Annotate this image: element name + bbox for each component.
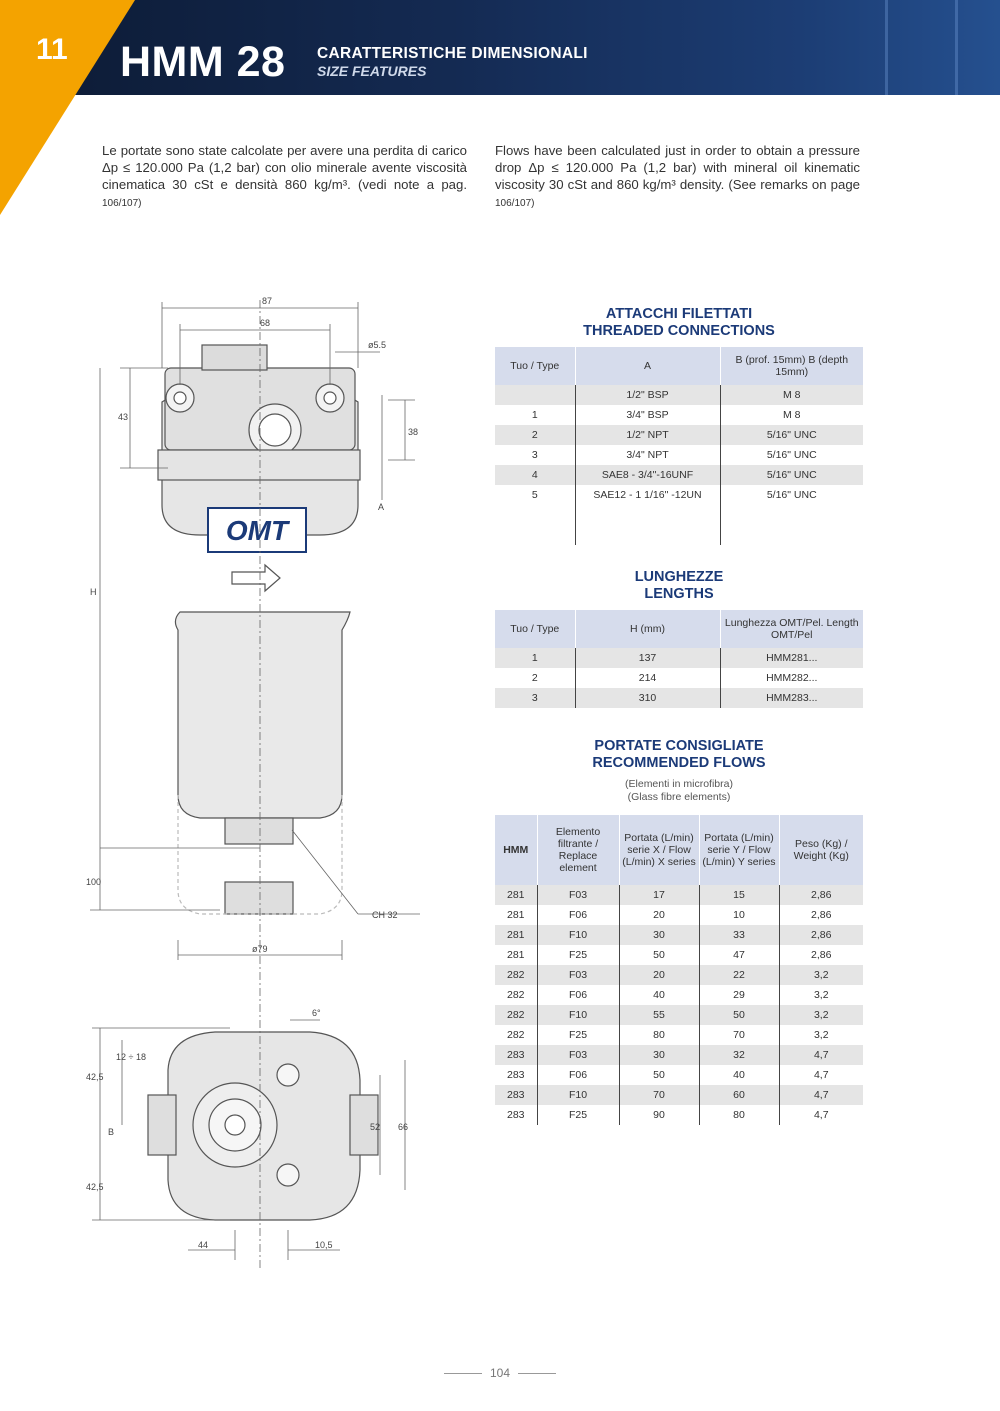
flows-table bbox=[495, 815, 863, 1125]
dim-bottom-h: 100 bbox=[86, 877, 102, 887]
cell: 2 bbox=[495, 425, 575, 445]
table-row bbox=[495, 1105, 863, 1125]
cell: 2 bbox=[495, 668, 575, 688]
page-title: HMM 28 bbox=[120, 38, 286, 86]
table-row bbox=[495, 648, 863, 668]
dim-right: 66 bbox=[398, 1122, 409, 1132]
dim-top-inner: 68 bbox=[260, 318, 271, 328]
cell: 137 bbox=[575, 648, 720, 668]
lengths-table bbox=[495, 610, 863, 708]
cell: M 8 bbox=[720, 385, 863, 405]
cell: 29 bbox=[699, 985, 779, 1005]
dim-hex: CH 32 bbox=[372, 910, 398, 920]
cell: 1 bbox=[495, 405, 575, 425]
cell: 22 bbox=[699, 965, 779, 985]
table-row bbox=[495, 1005, 863, 1025]
technical-drawing bbox=[80, 290, 430, 1270]
cell: F10 bbox=[537, 925, 619, 945]
cell: 1/2" BSP bbox=[575, 385, 720, 405]
cell: 5/16" UNC bbox=[720, 465, 863, 485]
lengths-title bbox=[495, 569, 863, 603]
flows-title-en: RECOMMENDED FLOWS bbox=[592, 755, 766, 771]
cell: 55 bbox=[619, 1005, 699, 1025]
table-row bbox=[495, 1045, 863, 1065]
cell: 80 bbox=[699, 1105, 779, 1125]
table-row bbox=[495, 1065, 863, 1085]
flows-title bbox=[495, 738, 863, 772]
lengths-header-length: Lunghezza OMT/Pel. Length OMT/Pel bbox=[720, 610, 863, 648]
cell: HMM281... bbox=[720, 648, 863, 668]
cell: 32 bbox=[699, 1045, 779, 1065]
cell: 50 bbox=[619, 1065, 699, 1085]
cell: 4,7 bbox=[779, 1105, 863, 1125]
lengths-title-en: LENGTHS bbox=[644, 586, 714, 602]
threaded-header-row bbox=[495, 347, 863, 385]
cell: F03 bbox=[537, 885, 619, 905]
threaded-title bbox=[495, 306, 863, 340]
cell: 40 bbox=[699, 1065, 779, 1085]
intro-italian-text: Le portate sono state calcolate per avere una perdita di carico Δp ≤ 120.000 Pa (1,2 bar) con olio minerale avente viscosità cinematica 30 cSt e densità 860 kg/m³. (vedi note a pag. bbox=[102, 143, 467, 192]
cell: 17 bbox=[619, 885, 699, 905]
flows-header-flow-y: Portata (L/min) serie Y / Flow (L/min) Y series bbox=[699, 815, 779, 885]
intro-english-pages: 106/107) bbox=[495, 198, 535, 209]
cell: 283 bbox=[495, 1105, 537, 1125]
cell: 3 bbox=[495, 445, 575, 465]
threaded-header-b: B (prof. 15mm) B (depth 15mm) bbox=[720, 347, 863, 385]
cell: 1/2" NPT bbox=[575, 425, 720, 445]
cell: 80 bbox=[619, 1025, 699, 1045]
cell: 281 bbox=[495, 905, 537, 925]
flows-header-weight: Peso (Kg) / Weight (Kg) bbox=[779, 815, 863, 885]
cell: 283 bbox=[495, 1045, 537, 1065]
cell: M 8 bbox=[720, 405, 863, 425]
table-row bbox=[495, 668, 863, 688]
table-row bbox=[495, 885, 863, 905]
page-subtitle bbox=[317, 45, 588, 79]
flows-header-element: Elemento filtrante / Replace element bbox=[537, 815, 619, 885]
cell: 20 bbox=[619, 905, 699, 925]
lengths-header-h: H (mm) bbox=[575, 610, 720, 648]
threaded-header-type: Tuo / Type bbox=[495, 347, 575, 385]
cell: SAE12 - 1 1/16" -12UN bbox=[575, 485, 720, 505]
cell: 5/16" UNC bbox=[720, 425, 863, 445]
cell: 50 bbox=[699, 1005, 779, 1025]
cell: 281 bbox=[495, 885, 537, 905]
cell: 50 bbox=[619, 945, 699, 965]
cell: 2,86 bbox=[779, 885, 863, 905]
cell bbox=[495, 505, 575, 545]
section-number: 11 bbox=[36, 33, 68, 66]
cell: 30 bbox=[619, 1045, 699, 1065]
cell: 282 bbox=[495, 1005, 537, 1025]
cell: 4,7 bbox=[779, 1085, 863, 1105]
dim-bottom-left: 44 bbox=[198, 1240, 209, 1250]
cell: 2,86 bbox=[779, 925, 863, 945]
cell: HMM283... bbox=[720, 688, 863, 708]
subtitle-english: SIZE FEATURES bbox=[317, 63, 427, 79]
cell: 90 bbox=[619, 1105, 699, 1125]
cell: 30 bbox=[619, 925, 699, 945]
cell: 214 bbox=[575, 668, 720, 688]
threaded-title-it: ATTACCHI FILETTATI bbox=[605, 306, 753, 322]
lengths-header-type: Tuo / Type bbox=[495, 610, 575, 648]
dim-bottom-right: 10,5 bbox=[315, 1240, 333, 1250]
cell: 282 bbox=[495, 965, 537, 985]
intro-italian-pages: 106/107) bbox=[102, 198, 142, 209]
cell: 4,7 bbox=[779, 1065, 863, 1085]
table-row bbox=[495, 925, 863, 945]
threaded-header-a: A bbox=[575, 347, 720, 385]
table-row bbox=[495, 985, 863, 1005]
cell: 3,2 bbox=[779, 1005, 863, 1025]
cell: F06 bbox=[537, 985, 619, 1005]
flows-note-it: (Elementi in microfibra) bbox=[625, 778, 733, 790]
dim-b: B bbox=[108, 1127, 115, 1137]
dim-total-h: H bbox=[90, 587, 97, 597]
intro-italian bbox=[102, 142, 467, 212]
cell: 2,86 bbox=[779, 945, 863, 965]
cell: 5/16" UNC bbox=[720, 445, 863, 465]
omt-logo: OMT bbox=[225, 515, 289, 546]
table-row bbox=[495, 1085, 863, 1105]
cell: 15 bbox=[699, 885, 779, 905]
cell: 60 bbox=[699, 1085, 779, 1105]
cell: F25 bbox=[537, 945, 619, 965]
flows-note bbox=[495, 778, 863, 804]
table-row bbox=[495, 445, 863, 465]
subtitle-italian: CARATTERISTICHE DIMENSIONALI bbox=[317, 45, 588, 62]
cell bbox=[495, 385, 575, 405]
cell: F10 bbox=[537, 1085, 619, 1105]
cell: 70 bbox=[699, 1025, 779, 1045]
cell: 5 bbox=[495, 485, 575, 505]
table-row bbox=[495, 485, 863, 505]
cell: 47 bbox=[699, 945, 779, 965]
flows-note-en: (Glass fibre elements) bbox=[627, 791, 731, 803]
cell: 4 bbox=[495, 465, 575, 485]
cell: 281 bbox=[495, 945, 537, 965]
cell: 3,2 bbox=[779, 985, 863, 1005]
cell: 281 bbox=[495, 925, 537, 945]
dim-port-h: 38 bbox=[408, 427, 419, 437]
dim-side-a: 43 bbox=[118, 412, 129, 422]
cell: 10 bbox=[699, 905, 779, 925]
dim-port-a: A bbox=[378, 502, 385, 512]
flows-header-flow-x: Portata (L/min) serie X / Flow (L/min) X series bbox=[619, 815, 699, 885]
dim-diameter: ø79 bbox=[252, 944, 268, 954]
cell: F25 bbox=[537, 1025, 619, 1045]
cell: F06 bbox=[537, 905, 619, 925]
flows-header-row bbox=[495, 815, 863, 885]
table-row bbox=[495, 905, 863, 925]
cell: F25 bbox=[537, 1105, 619, 1125]
flows-header-hmm: HMM bbox=[495, 815, 537, 885]
cell: 3/4" BSP bbox=[575, 405, 720, 425]
cell: SAE8 - 3/4"-16UNF bbox=[575, 465, 720, 485]
dim-angle: 6° bbox=[312, 1008, 321, 1018]
cell: F03 bbox=[537, 1045, 619, 1065]
dim-left-up: 42,5 bbox=[86, 1072, 104, 1082]
dim-depth: 12 ÷ 18 bbox=[116, 1052, 146, 1062]
dim-top-width: 87 bbox=[262, 296, 273, 306]
cell: 3,2 bbox=[779, 965, 863, 985]
dim-left-down: 42,5 bbox=[86, 1182, 104, 1192]
cell: 2,86 bbox=[779, 905, 863, 925]
table-row bbox=[495, 465, 863, 485]
cell: 33 bbox=[699, 925, 779, 945]
cell bbox=[575, 505, 720, 545]
table-row bbox=[495, 688, 863, 708]
table-row-empty bbox=[495, 505, 863, 545]
flows-title-it: PORTATE CONSIGLIATE bbox=[594, 738, 764, 754]
cell: 1 bbox=[495, 648, 575, 668]
cell: 5/16" UNC bbox=[720, 485, 863, 505]
cell: HMM282... bbox=[720, 668, 863, 688]
table-row bbox=[495, 1025, 863, 1045]
page-footer bbox=[0, 1366, 1000, 1380]
cell: F06 bbox=[537, 1065, 619, 1085]
cell: 310 bbox=[575, 688, 720, 708]
cell: 282 bbox=[495, 1025, 537, 1045]
intro-english-text: Flows have been calculated just in order to obtain a pressure drop Δp ≤ 120.000 Pa (1,2 bar) with mineral oil kinematic viscosity 30 cSt and 860 kg/m³ density. (See remarks on page bbox=[495, 143, 860, 192]
dim-mid: 52 bbox=[370, 1122, 381, 1132]
cell: 20 bbox=[619, 965, 699, 985]
cell: 3/4" NPT bbox=[575, 445, 720, 465]
cell: 3,2 bbox=[779, 1025, 863, 1045]
table-row bbox=[495, 945, 863, 965]
footer-rule-right bbox=[518, 1373, 556, 1374]
threaded-title-en: THREADED CONNECTIONS bbox=[583, 323, 775, 339]
table-row bbox=[495, 405, 863, 425]
lengths-title-it: LUNGHEZZE bbox=[634, 569, 724, 585]
cell: 3 bbox=[495, 688, 575, 708]
cell: F10 bbox=[537, 1005, 619, 1025]
cell: F03 bbox=[537, 965, 619, 985]
cell: 283 bbox=[495, 1085, 537, 1105]
cell: 283 bbox=[495, 1065, 537, 1085]
cell: 40 bbox=[619, 985, 699, 1005]
cell: 70 bbox=[619, 1085, 699, 1105]
threaded-table bbox=[495, 347, 863, 545]
table-row bbox=[495, 965, 863, 985]
footer-rule-left bbox=[444, 1373, 482, 1374]
intro-english bbox=[495, 142, 860, 212]
cell bbox=[720, 505, 863, 545]
cell: 282 bbox=[495, 985, 537, 1005]
dim-hole: ø5.5 bbox=[368, 340, 387, 350]
page-number: 104 bbox=[489, 1366, 511, 1380]
cell: 4,7 bbox=[779, 1045, 863, 1065]
table-row bbox=[495, 385, 863, 405]
table-row bbox=[495, 425, 863, 445]
lengths-header-row bbox=[495, 610, 863, 648]
